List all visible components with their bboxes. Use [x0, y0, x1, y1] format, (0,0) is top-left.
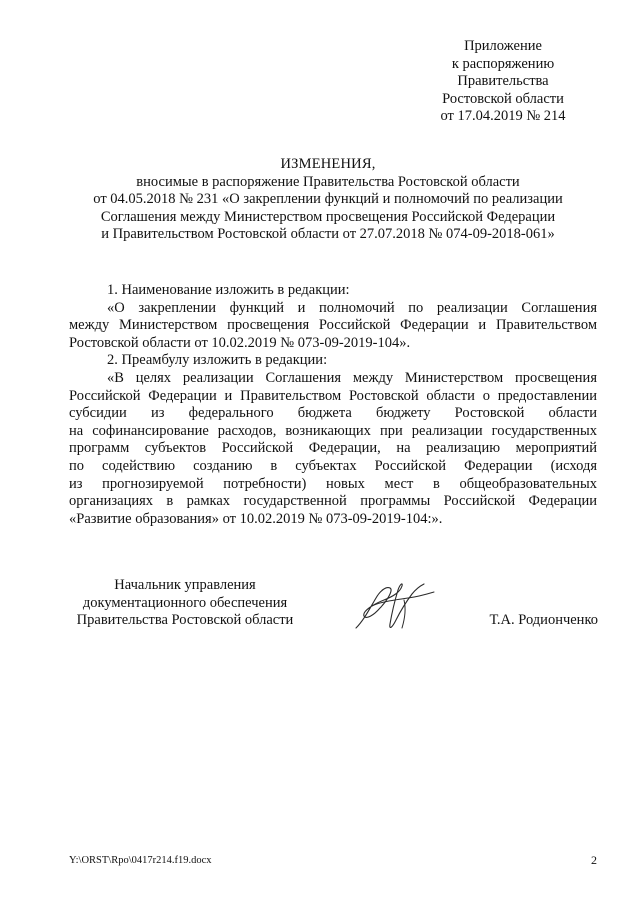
- handwritten-signature: [350, 578, 440, 634]
- title-heading: ИЗМЕНЕНИЯ,: [280, 156, 376, 172]
- document-title: [58, 156, 598, 244]
- item-1-heading: 1. Наименование изложить в редакции:: [107, 282, 350, 298]
- item-2-text-line: Российской Федерации и Правительством Ростовской области о предоставлении: [69, 387, 597, 404]
- title-line: вносимые в распоряжение Правительства Ростовской области: [136, 173, 520, 190]
- item-2-text-line: субсидии из федерального бюджета бюджету Ростовской области: [69, 405, 597, 422]
- position-line: Правительства Ростовской области: [76, 612, 294, 629]
- title-line: и Правительством Ростовской области от 27.07.2018 № 074-09-2018-061»: [101, 226, 555, 243]
- item-2-text-line: «Развитие образования» от 10.02.2019 № 073-09-2019-104:».: [69, 510, 443, 527]
- appendix-header: [400, 38, 606, 126]
- item-2-text-line: из прогнозируемой потребности) новых мест в общеобразовательных: [69, 475, 597, 492]
- appendix-line: Приложение: [464, 38, 542, 54]
- item-2-text-line: организациях в рамках государственной программы Российской Федерации: [69, 493, 597, 510]
- appendix-line: к распоряжению: [451, 55, 555, 72]
- page-number: 2: [591, 853, 597, 867]
- appendix-line: Правительства: [457, 73, 549, 90]
- item-1-text-line: «О закреплении функций и полномочий по реализации Соглашения: [107, 299, 597, 316]
- item-2-heading: 2. Преамбулу изложить в редакции:: [107, 352, 328, 369]
- position-line: документационного обеспечения: [82, 594, 288, 611]
- appendix-line: Ростовской области: [442, 90, 564, 107]
- signer-name: Т.А. Родионченко: [489, 612, 598, 628]
- signatory-position: [69, 577, 301, 630]
- position-line: Начальник управления: [114, 577, 256, 593]
- item-1-text-line: между Министерством просвещения Российской Федерации и Правительством: [69, 317, 597, 334]
- document-body: [69, 282, 597, 528]
- item-1-text-line: Ростовской области от 10.02.2019 № 073-09-2019-104».: [69, 334, 411, 351]
- appendix-line: от 17.04.2019 № 214: [440, 108, 566, 125]
- item-2-text-line: программ субъектов Российской Федерации, на реализацию мероприятий: [69, 440, 597, 457]
- item-2-text-line: на софинансирование расходов, возникающих при реализации государственных: [69, 422, 597, 439]
- file-path: Y:\ORST\Rpo\0417r214.f19.docx: [69, 855, 212, 866]
- title-line: Соглашения между Министерством просвещения Российской Федерации: [100, 208, 556, 225]
- item-2-text-line: по содействию созданию в субъектах Российской Федерации (исходя: [69, 457, 597, 474]
- title-line: от 04.05.2018 № 231 «О закреплении функций и полномочий по реализации: [93, 191, 563, 208]
- item-2-text-line: «В целях реализации Соглашения между Министерством просвещения: [107, 369, 597, 386]
